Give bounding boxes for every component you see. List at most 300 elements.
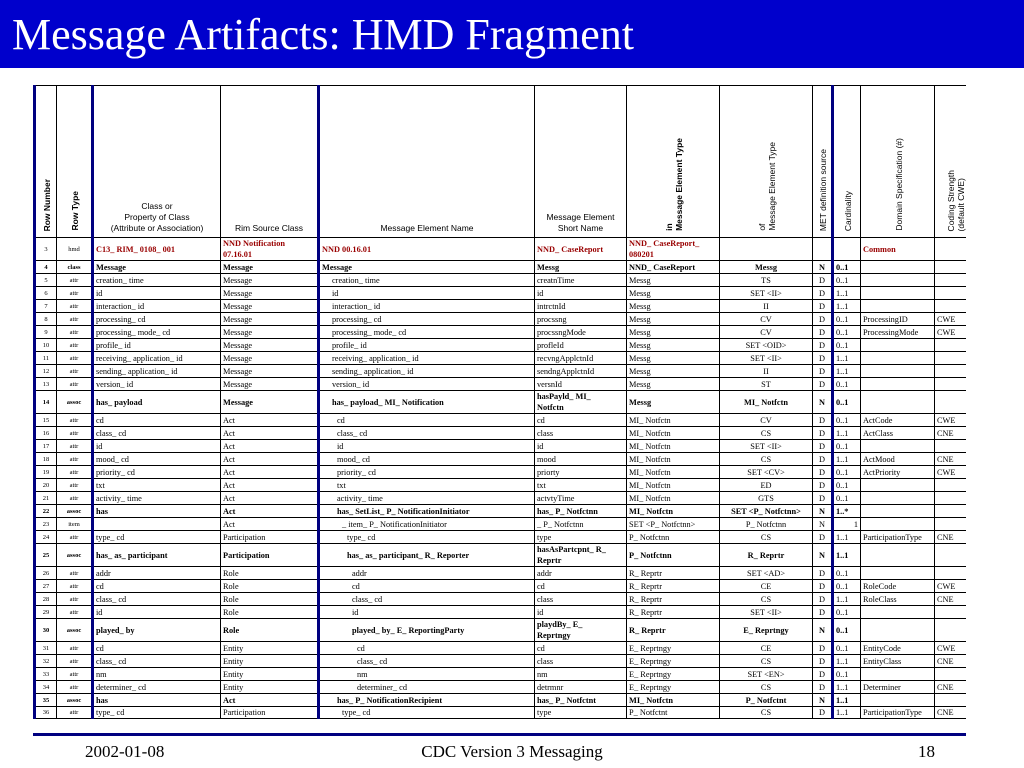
element-name-cell: has_ SetList_ P_ NotificationInitiator bbox=[319, 505, 535, 518]
domain-cell bbox=[861, 518, 935, 531]
met-source-cell: D bbox=[813, 567, 833, 580]
table-row bbox=[35, 414, 967, 427]
met-source-cell: N bbox=[813, 518, 833, 531]
element-name-cell: creation_ time bbox=[319, 274, 535, 287]
of-type-cell: CS bbox=[720, 531, 813, 544]
short-name-cell: cd bbox=[535, 414, 627, 427]
rim-source-cell: Entity bbox=[221, 668, 319, 681]
of-type-cell: GTS bbox=[720, 492, 813, 505]
element-name-cell: priority_ cd bbox=[319, 466, 535, 479]
short-name-cell: hasAsPartcpnt_ R_ Reprtr bbox=[535, 544, 627, 567]
class-cell: type_ cd bbox=[93, 707, 221, 719]
of-type-cell: CE bbox=[720, 642, 813, 655]
in-type-cell: P_ Notfctnt bbox=[627, 707, 720, 719]
of-type-cell: SET <II> bbox=[720, 352, 813, 365]
row-type-cell: attr bbox=[57, 326, 93, 339]
row-type-cell: attr bbox=[57, 427, 93, 440]
short-name-cell: sendngApplctnId bbox=[535, 365, 627, 378]
row-type-cell: hmd bbox=[57, 238, 93, 261]
coding-strength-cell: CWE bbox=[935, 313, 967, 326]
cardinality-cell: 0..1 bbox=[833, 466, 861, 479]
short-name-cell: class bbox=[535, 655, 627, 668]
rim-source-cell: Participation bbox=[221, 544, 319, 567]
met-source-cell: D bbox=[813, 274, 833, 287]
domain-cell: ParticipationType bbox=[861, 531, 935, 544]
rim-source-cell: Act bbox=[221, 427, 319, 440]
rim-source-cell: Message bbox=[221, 378, 319, 391]
row-type-cell: assoc bbox=[57, 619, 93, 642]
domain-cell bbox=[861, 606, 935, 619]
row-number-cell: 13 bbox=[35, 378, 57, 391]
coding-strength-cell: CWE bbox=[935, 326, 967, 339]
hmd-table-container bbox=[33, 85, 966, 733]
rim-source-cell: Act bbox=[221, 492, 319, 505]
row-number-cell: 7 bbox=[35, 300, 57, 313]
coding-strength-cell: CWE bbox=[935, 466, 967, 479]
table-row bbox=[35, 681, 967, 694]
met-source-cell: D bbox=[813, 453, 833, 466]
coding-strength-cell bbox=[935, 619, 967, 642]
table-row bbox=[35, 300, 967, 313]
domain-cell bbox=[861, 352, 935, 365]
table-row bbox=[35, 391, 967, 414]
row-type-cell: attr bbox=[57, 352, 93, 365]
short-name-cell: type bbox=[535, 707, 627, 719]
class-cell: type_ cd bbox=[93, 531, 221, 544]
cardinality-cell: 0..1 bbox=[833, 642, 861, 655]
row-number-cell: 33 bbox=[35, 668, 57, 681]
domain-cell: ParticipationType bbox=[861, 707, 935, 719]
of-type-cell: II bbox=[720, 365, 813, 378]
met-source-cell: N bbox=[813, 261, 833, 274]
row-number-cell: 24 bbox=[35, 531, 57, 544]
coding-strength-cell: CNE bbox=[935, 655, 967, 668]
row-type-cell: attr bbox=[57, 378, 93, 391]
in-type-cell: R_ Reprtr bbox=[627, 606, 720, 619]
table-row bbox=[35, 544, 967, 567]
of-type-cell: CV bbox=[720, 414, 813, 427]
rim-source-cell: Message bbox=[221, 365, 319, 378]
met-source-cell: D bbox=[813, 352, 833, 365]
of-type-cell: TS bbox=[720, 274, 813, 287]
bottom-rule bbox=[33, 733, 966, 736]
of-type-cell: ED bbox=[720, 479, 813, 492]
element-name-cell: cd bbox=[319, 580, 535, 593]
table-row bbox=[35, 593, 967, 606]
met-source-cell: N bbox=[813, 391, 833, 414]
domain-cell: Determiner bbox=[861, 681, 935, 694]
of-type-cell: ST bbox=[720, 378, 813, 391]
row-number-cell: 28 bbox=[35, 593, 57, 606]
coding-strength-cell bbox=[935, 339, 967, 352]
met-source-cell: D bbox=[813, 642, 833, 655]
in-type-cell: Messg bbox=[627, 313, 720, 326]
met-source-cell: D bbox=[813, 707, 833, 719]
coding-strength-cell bbox=[935, 238, 967, 261]
col-header-label: Row Number bbox=[42, 178, 52, 231]
class-cell: has_ as_ participant bbox=[93, 544, 221, 567]
coding-strength-cell bbox=[935, 492, 967, 505]
in-type-cell: E_ Reprtngy bbox=[627, 668, 720, 681]
domain-cell: ActClass bbox=[861, 427, 935, 440]
domain-cell: EntityClass bbox=[861, 655, 935, 668]
short-name-cell: type bbox=[535, 531, 627, 544]
cardinality-cell: 0..1 bbox=[833, 414, 861, 427]
element-name-cell: processing_ cd bbox=[319, 313, 535, 326]
in-type-cell: Messg bbox=[627, 378, 720, 391]
cardinality-cell: 1..1 bbox=[833, 655, 861, 668]
table-row bbox=[35, 619, 967, 642]
short-name-cell: id bbox=[535, 606, 627, 619]
cardinality-cell: 0..1 bbox=[833, 440, 861, 453]
met-source-cell: D bbox=[813, 414, 833, 427]
of-type-cell: SET <EN> bbox=[720, 668, 813, 681]
in-type-cell: MI_ Notfctn bbox=[627, 453, 720, 466]
domain-cell bbox=[861, 274, 935, 287]
row-type-cell: attr bbox=[57, 531, 93, 544]
domain-cell bbox=[861, 287, 935, 300]
element-name-cell: has_ payload_ MI_ Notification bbox=[319, 391, 535, 414]
cardinality-cell: 1..1 bbox=[833, 707, 861, 719]
class-cell: has_ payload bbox=[93, 391, 221, 414]
col-header-met-source bbox=[813, 86, 833, 238]
domain-cell: ProcessingMode bbox=[861, 326, 935, 339]
element-name-cell: _ item_ P_ NotificationInitiator bbox=[319, 518, 535, 531]
rim-source-cell: Participation bbox=[221, 707, 319, 719]
cardinality-cell: 0..1 bbox=[833, 668, 861, 681]
element-name-cell: id bbox=[319, 440, 535, 453]
cardinality-cell: 0..1 bbox=[833, 580, 861, 593]
in-type-cell: MI_ Notfctn bbox=[627, 492, 720, 505]
row-type-cell: attr bbox=[57, 313, 93, 326]
element-name-cell: profile_ id bbox=[319, 339, 535, 352]
row-type-cell: attr bbox=[57, 606, 93, 619]
met-source-cell: D bbox=[813, 580, 833, 593]
in-type-cell: MI_ Notfctn bbox=[627, 505, 720, 518]
col-header-in-type bbox=[627, 86, 720, 238]
row-number-cell: 16 bbox=[35, 427, 57, 440]
col-header-short-name: Message Element Short Name bbox=[535, 86, 627, 238]
cardinality-cell: 0..1 bbox=[833, 378, 861, 391]
row-number-cell: 22 bbox=[35, 505, 57, 518]
row-number-cell: 35 bbox=[35, 694, 57, 707]
class-cell: addr bbox=[93, 567, 221, 580]
domain-cell: ProcessingID bbox=[861, 313, 935, 326]
table-row bbox=[35, 238, 967, 261]
of-type-cell: P_ Notfctnn bbox=[720, 518, 813, 531]
element-name-cell: type_ cd bbox=[319, 531, 535, 544]
row-number-cell: 29 bbox=[35, 606, 57, 619]
short-name-cell: actvtyTime bbox=[535, 492, 627, 505]
col-header-label: Row Type bbox=[70, 191, 80, 231]
coding-strength-cell: CNE bbox=[935, 427, 967, 440]
of-type-cell: R_ Reprtr bbox=[720, 544, 813, 567]
coding-strength-cell bbox=[935, 505, 967, 518]
rim-source-cell: Role bbox=[221, 619, 319, 642]
class-cell: cd bbox=[93, 580, 221, 593]
class-cell bbox=[93, 518, 221, 531]
coding-strength-cell bbox=[935, 261, 967, 274]
class-cell: profile_ id bbox=[93, 339, 221, 352]
in-type-cell: Messg bbox=[627, 365, 720, 378]
met-source-cell: D bbox=[813, 300, 833, 313]
rim-source-cell: Entity bbox=[221, 642, 319, 655]
in-type-cell: E_ Reprtngy bbox=[627, 642, 720, 655]
element-name-cell: class_ cd bbox=[319, 655, 535, 668]
row-type-cell: assoc bbox=[57, 505, 93, 518]
rim-source-cell: Act bbox=[221, 518, 319, 531]
met-source-cell: N bbox=[813, 694, 833, 707]
table-row bbox=[35, 466, 967, 479]
domain-cell bbox=[861, 619, 935, 642]
coding-strength-cell bbox=[935, 479, 967, 492]
col-header-label: of Message Element Type bbox=[757, 142, 777, 231]
coding-strength-cell: CWE bbox=[935, 580, 967, 593]
element-name-cell: determiner_ cd bbox=[319, 681, 535, 694]
row-number-cell: 5 bbox=[35, 274, 57, 287]
row-type-cell: attr bbox=[57, 466, 93, 479]
class-cell: txt bbox=[93, 479, 221, 492]
row-number-cell: 19 bbox=[35, 466, 57, 479]
coding-strength-cell: CNE bbox=[935, 531, 967, 544]
domain-cell bbox=[861, 378, 935, 391]
element-name-cell: processing_ mode_ cd bbox=[319, 326, 535, 339]
domain-cell bbox=[861, 479, 935, 492]
of-type-cell: CS bbox=[720, 593, 813, 606]
met-source-cell: D bbox=[813, 668, 833, 681]
short-name-cell: NND_ CaseReport bbox=[535, 238, 627, 261]
row-type-cell: item bbox=[57, 518, 93, 531]
row-number-cell: 25 bbox=[35, 544, 57, 567]
domain-cell: RoleClass bbox=[861, 593, 935, 606]
short-name-cell: hasPayld_ MI_ Notfctn bbox=[535, 391, 627, 414]
row-number-cell: 12 bbox=[35, 365, 57, 378]
coding-strength-cell bbox=[935, 567, 967, 580]
domain-cell bbox=[861, 492, 935, 505]
cardinality-cell: 1..1 bbox=[833, 453, 861, 466]
short-name-cell: intrctnId bbox=[535, 300, 627, 313]
coding-strength-cell bbox=[935, 668, 967, 681]
rim-source-cell: Role bbox=[221, 567, 319, 580]
met-source-cell: D bbox=[813, 531, 833, 544]
row-number-cell: 4 bbox=[35, 261, 57, 274]
short-name-cell: procssngMode bbox=[535, 326, 627, 339]
table-row bbox=[35, 492, 967, 505]
row-type-cell: attr bbox=[57, 440, 93, 453]
row-number-cell: 27 bbox=[35, 580, 57, 593]
of-type-cell: SET <CV> bbox=[720, 466, 813, 479]
of-type-cell: P_ Notfctnt bbox=[720, 694, 813, 707]
domain-cell bbox=[861, 339, 935, 352]
rim-source-cell: Message bbox=[221, 391, 319, 414]
row-type-cell: attr bbox=[57, 707, 93, 719]
in-type-cell: Messg bbox=[627, 326, 720, 339]
of-type-cell: SET <II> bbox=[720, 606, 813, 619]
row-type-cell: attr bbox=[57, 681, 93, 694]
class-cell: cd bbox=[93, 642, 221, 655]
class-cell: played_ by bbox=[93, 619, 221, 642]
element-name-cell: version_ id bbox=[319, 378, 535, 391]
of-type-cell: Messg bbox=[720, 261, 813, 274]
element-name-cell: txt bbox=[319, 479, 535, 492]
domain-cell bbox=[861, 694, 935, 707]
class-cell: cd bbox=[93, 414, 221, 427]
in-type-cell: R_ Reprtr bbox=[627, 567, 720, 580]
col-header-label: in Message Element Type bbox=[664, 138, 684, 231]
short-name-cell: addr bbox=[535, 567, 627, 580]
col-header-label: Coding Strength (default CWE) bbox=[945, 169, 966, 231]
cardinality-cell: 1..1 bbox=[833, 531, 861, 544]
table-row bbox=[35, 313, 967, 326]
cardinality-cell: 1..* bbox=[833, 505, 861, 518]
met-source-cell: D bbox=[813, 681, 833, 694]
of-type-cell: SET <II> bbox=[720, 440, 813, 453]
short-name-cell: procssng bbox=[535, 313, 627, 326]
domain-cell: ActPriority bbox=[861, 466, 935, 479]
class-cell: interaction_ id bbox=[93, 300, 221, 313]
row-type-cell: attr bbox=[57, 274, 93, 287]
of-type-cell: SET <P_ Notfctnn> bbox=[720, 505, 813, 518]
table-row bbox=[35, 453, 967, 466]
coding-strength-cell bbox=[935, 544, 967, 567]
in-type-cell: MI_ Notfctn bbox=[627, 427, 720, 440]
of-type-cell: CE bbox=[720, 580, 813, 593]
table-row bbox=[35, 261, 967, 274]
class-cell: processing_ cd bbox=[93, 313, 221, 326]
rim-source-cell: Message bbox=[221, 339, 319, 352]
in-type-cell: MI_ Notfctn bbox=[627, 479, 720, 492]
in-type-cell: R_ Reprtr bbox=[627, 580, 720, 593]
met-source-cell: D bbox=[813, 287, 833, 300]
short-name-cell: id bbox=[535, 287, 627, 300]
coding-strength-cell: CNE bbox=[935, 453, 967, 466]
coding-strength-cell bbox=[935, 274, 967, 287]
row-number-cell: 18 bbox=[35, 453, 57, 466]
of-type-cell: CS bbox=[720, 453, 813, 466]
short-name-cell: cd bbox=[535, 580, 627, 593]
page-number: 18 bbox=[918, 742, 935, 761]
element-name-cell: cd bbox=[319, 414, 535, 427]
cardinality-cell: 1..1 bbox=[833, 352, 861, 365]
in-type-cell: R_ Reprtr bbox=[627, 619, 720, 642]
table-row bbox=[35, 518, 967, 531]
coding-strength-cell: CNE bbox=[935, 681, 967, 694]
row-type-cell: attr bbox=[57, 479, 93, 492]
class-cell: id bbox=[93, 606, 221, 619]
row-type-cell: attr bbox=[57, 339, 93, 352]
row-type-cell: attr bbox=[57, 668, 93, 681]
short-name-cell: _ P_ Notfctnn bbox=[535, 518, 627, 531]
element-name-cell: Message bbox=[319, 261, 535, 274]
cardinality-cell: 1..1 bbox=[833, 681, 861, 694]
of-type-cell: SET <OID> bbox=[720, 339, 813, 352]
coding-strength-cell bbox=[935, 440, 967, 453]
met-source-cell: D bbox=[813, 466, 833, 479]
table-row bbox=[35, 505, 967, 518]
cardinality-cell: 1..1 bbox=[833, 365, 861, 378]
coding-strength-cell bbox=[935, 378, 967, 391]
short-name-cell: has_ P_ Notfctnn bbox=[535, 505, 627, 518]
of-type-cell: E_ Reprtngy bbox=[720, 619, 813, 642]
row-type-cell: attr bbox=[57, 593, 93, 606]
rim-source-cell: Role bbox=[221, 606, 319, 619]
cardinality-cell: 0..1 bbox=[833, 479, 861, 492]
rim-source-cell: Message bbox=[221, 261, 319, 274]
of-type-cell: MI_ Notfctn bbox=[720, 391, 813, 414]
cardinality-cell: 0..1 bbox=[833, 492, 861, 505]
of-type-cell: CS bbox=[720, 681, 813, 694]
element-name-cell: id bbox=[319, 606, 535, 619]
coding-strength-cell: CWE bbox=[935, 414, 967, 427]
element-name-cell: type_ cd bbox=[319, 707, 535, 719]
short-name-cell: class bbox=[535, 427, 627, 440]
table-row bbox=[35, 378, 967, 391]
cardinality-cell: 0..1 bbox=[833, 391, 861, 414]
row-number-cell: 32 bbox=[35, 655, 57, 668]
met-source-cell: N bbox=[813, 619, 833, 642]
row-type-cell: assoc bbox=[57, 694, 93, 707]
short-name-cell: has_ P_ Notfctnt bbox=[535, 694, 627, 707]
cardinality-cell: 1..1 bbox=[833, 593, 861, 606]
table-row bbox=[35, 707, 967, 719]
class-cell: has bbox=[93, 694, 221, 707]
met-source-cell: D bbox=[813, 339, 833, 352]
element-name-cell: addr bbox=[319, 567, 535, 580]
rim-source-cell: Participation bbox=[221, 531, 319, 544]
table-row bbox=[35, 668, 967, 681]
table-row bbox=[35, 287, 967, 300]
row-number-cell: 17 bbox=[35, 440, 57, 453]
class-cell: receiving_ application_ id bbox=[93, 352, 221, 365]
cardinality-cell: 0..1 bbox=[833, 567, 861, 580]
domain-cell bbox=[861, 300, 935, 313]
short-name-cell: detrmnr bbox=[535, 681, 627, 694]
col-header-label: MET definition source bbox=[818, 148, 828, 231]
short-name-cell: profleId bbox=[535, 339, 627, 352]
met-source-cell: D bbox=[813, 479, 833, 492]
coding-strength-cell bbox=[935, 606, 967, 619]
rim-source-cell: Act bbox=[221, 466, 319, 479]
domain-cell bbox=[861, 505, 935, 518]
in-type-cell: MI_ Notfctn bbox=[627, 440, 720, 453]
row-number-cell: 36 bbox=[35, 707, 57, 719]
footer-date: 2002-01-08 bbox=[85, 742, 165, 761]
in-type-cell: E_ Reprtngy bbox=[627, 681, 720, 694]
in-type-cell: Messg bbox=[627, 300, 720, 313]
domain-cell bbox=[861, 567, 935, 580]
element-name-cell: played_ by_ E_ ReportingParty bbox=[319, 619, 535, 642]
domain-cell bbox=[861, 668, 935, 681]
class-cell: has bbox=[93, 505, 221, 518]
row-type-cell: attr bbox=[57, 414, 93, 427]
row-number-cell: 3 bbox=[35, 238, 57, 261]
row-number-cell: 23 bbox=[35, 518, 57, 531]
row-type-cell: attr bbox=[57, 655, 93, 668]
rim-source-cell: Message bbox=[221, 352, 319, 365]
title-bar bbox=[0, 0, 1024, 68]
of-type-cell bbox=[720, 238, 813, 261]
coding-strength-cell: CNE bbox=[935, 593, 967, 606]
row-number-cell: 10 bbox=[35, 339, 57, 352]
short-name-cell: priorty bbox=[535, 466, 627, 479]
in-type-cell: MI_ Notfctn bbox=[627, 414, 720, 427]
of-type-cell: CS bbox=[720, 427, 813, 440]
col-header-cardinality bbox=[833, 86, 861, 238]
row-type-cell: attr bbox=[57, 453, 93, 466]
rim-source-cell: Act bbox=[221, 694, 319, 707]
row-number-cell: 6 bbox=[35, 287, 57, 300]
in-type-cell: E_ Reprtngy bbox=[627, 655, 720, 668]
